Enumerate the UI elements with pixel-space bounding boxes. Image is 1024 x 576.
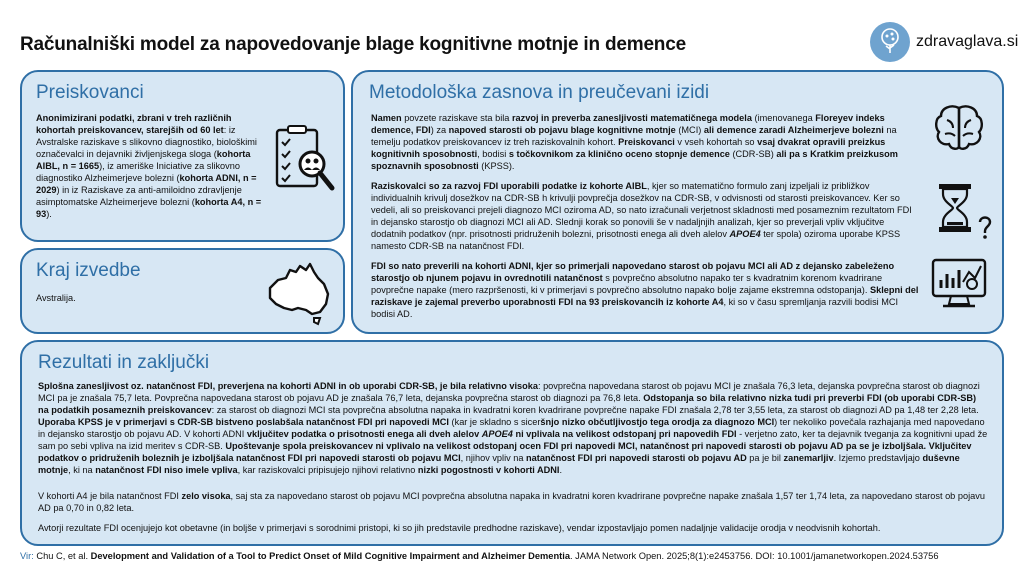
hourglass-icon	[937, 182, 973, 234]
computer-chart-icon	[931, 258, 987, 310]
metodologija-para-2	[371, 180, 919, 252]
text-segment: - verjetno zato, ker ta dejavnik tveganja za kognitivni upad že sam po sebi vpliva na izid meritev s CDR-SB.	[38, 429, 988, 451]
text-segment: ) za	[430, 125, 449, 135]
text-segment: Splošna zanesljivost oz. natančnost FDI, preverjena na kohorti ADNI in ob uporabi CDR-SB, je bila relativno visoka	[38, 381, 538, 391]
text-segment: ni vplivala na velikost odstopanj pri napovedih FDI	[512, 429, 737, 439]
text-segment: (KPSS).	[478, 161, 515, 171]
text-segment: ali pa s Kratkim preizkusom spoznavnih sposobnosti	[371, 149, 898, 171]
preiskovanci-heading: Preiskovanci	[36, 82, 144, 103]
text-segment: Avtorji rezultate FDI ocenjujejo kot obetavne (in boljše v primerjavi s sorodnimi pristopi, ki so jih predstavile predhodne raziskave), vendar izpostavljajo pomen nadaljnje validacije orodja v neodvisnih kohortah.	[38, 523, 881, 533]
metodologija-para-3	[371, 260, 919, 320]
text-segment: pa je bil	[746, 453, 784, 463]
text-segment: zanemarljiv	[783, 453, 834, 463]
panel-metodologija	[351, 70, 1004, 334]
text-segment: , njihov vpliv na	[460, 453, 527, 463]
text-segment: Odstopanja so bila relativno nizka tudi pri preverbi FDI (ob uporabi CDR-SB) na podatkih posameznih preiskovancev	[38, 393, 977, 415]
logo[interactable]	[870, 22, 1018, 62]
rezultati-para-2	[38, 490, 988, 514]
text-segment: V kohorti A4 je bila natančnost FDI	[38, 491, 182, 501]
text-segment: ) in iz Raziskave za anti-amiloidno zdravljenje asimptomatske Alzheimerjeve bolezni (	[36, 185, 242, 207]
text-segment: ali demence zaradi Alzheimerjeve bolezni	[703, 125, 884, 135]
text-segment: Namen	[371, 113, 402, 123]
panel-preiskovanci	[20, 70, 345, 242]
text-segment: povzete raziskave sta bila	[401, 113, 512, 123]
kraj-heading: Kraj izvedbe	[36, 260, 141, 281]
text-segment: ter spola) oziroma uporabe KPSS namesto CDR-SB na natančnost FDI.	[371, 229, 901, 251]
citation	[20, 551, 939, 561]
text-segment: , ki so v času spremljanja razvili bodisi MCI bodisi AD.	[371, 297, 899, 319]
rezultati-para-1	[38, 380, 988, 476]
text-segment: Anonimizirani podatki, zbrani v treh različnih kohortah preiskovancev, starejših od 60 let	[36, 113, 232, 135]
text-segment: s točkovnikom za klinično oceno stopnje demence	[508, 149, 730, 159]
citation-authors: Chu C, et al.	[33, 551, 91, 561]
text-segment: v vseh kohortah so	[674, 137, 758, 147]
text-segment: : za starost ob diagnozi MCI sta povprečna absolutna napaka in kvadratni koren kvadrirane povprečne napake FDI znašala 2,78 ter 3,55 leta, za starost ob diagnozi AD pa 1,48 ter 2,28 leta.	[211, 405, 979, 415]
text-segment: s povprečno absolutno napako ter s kvadratnim korenom kvadrirane povprečne napake (mero razpršenosti, ki v primerjavi s povprečno absolutno napako bolje zajame ekstremna odstopanja).	[371, 273, 883, 295]
panel-kraj-izvedbe	[20, 248, 345, 334]
text-segment: nizki pogostnosti v kohorti ADNI	[417, 465, 560, 475]
text-segment: na temelju podatkov preiskovancev iz treh raziskovalnih kohort.	[371, 125, 897, 147]
text-segment: Raziskovalci so za razvoj FDI uporabili podatke iz kohorte AIBL	[371, 181, 647, 191]
logo-text: zdravaglava.si	[916, 33, 1019, 50]
text-segment: Floreyev indeks demence, FDI	[371, 113, 885, 135]
preiskovanci-text	[36, 112, 266, 220]
text-segment: (CDR-SB)	[729, 149, 777, 159]
australia-map-icon	[264, 260, 336, 326]
text-segment: vsaj dvakrat opravili preizkus kognitivnih sposobnosti	[371, 137, 886, 159]
metodologija-heading: Metodološka zasnova in preučevani izidi	[369, 82, 710, 103]
text-segment: ).	[46, 209, 52, 219]
text-segment: razvoj in preverba zanesljivosti matematičnega modela	[511, 113, 752, 123]
brain-icon	[933, 102, 985, 154]
rezultati-heading: Rezultati in zaključki	[38, 352, 210, 373]
text-segment: Uporaba KPSS je v primerjavi s CDR-SB bistveno poslabšala natančnost FDI pri napovedi MCI	[38, 417, 449, 427]
text-segment: duševne motnje	[38, 453, 960, 475]
text-segment: napoved starosti ob pojavu blage kognitivne motnje	[448, 125, 676, 135]
kraj-text: Avstralija.	[36, 293, 76, 303]
text-segment: . Izjemo predstavljajo	[833, 453, 923, 463]
panel-rezultati	[20, 340, 1004, 546]
text-segment: , saj sta za napovedano starost ob pojavu MCI povprečna absolutna napaka in kvadratni koren kvadrirane povprečne napake znašala 1,57 ter 1,74 leta, za napovedano starost ob pojavu AD pa 0,70 in 0,82 leta.	[38, 491, 985, 513]
text-segment: šnjo nizko občutljivostjo tega orodja za diagnozo MCI	[540, 417, 775, 427]
text-segment: FDI so nato preverili na kohorti ADNI, kjer so primerjali napovedano starost ob pojavu MCI ali AD z dejansko zabeleženo starostjo ob njunem pojavu in ovrednotili natančnost	[371, 261, 895, 283]
text-segment: zelo visoka	[181, 491, 231, 501]
text-segment: vključitev podatka o prisotnosti enega ali dveh alelov	[246, 429, 482, 439]
text-segment: , bodisi	[477, 149, 509, 159]
text-segment: kohorta A4, n = 93	[36, 197, 262, 219]
text-segment: ) ter nekoliko povečala razhajanja med napovedano in dejansko starostjo ob pojavu AD. V kohorti ADNI	[38, 417, 985, 439]
text-segment: natančnost FDI pri napovedi starosti ob pojavu AD	[526, 453, 747, 463]
text-segment: : povprečna napovedana starost ob pojavu MCI je znašala 76,3 leta, dejanska povprečna starost ob diagnozi MCI pa je znašala 75,7 leta. Povprečna napovedana starost ob pojavu AD je znašala 76,7 leta, dejanska povprečna starost ob diagnozi pa 76,8 leta.	[38, 381, 980, 403]
text-segment: APOE4	[481, 429, 513, 439]
metodologija-para-1	[371, 112, 919, 172]
text-segment: ), iz ameriške Iniciative za slikovno diagnostiko Alzheimerjeve bolezni (	[36, 161, 240, 183]
text-segment: (imenovanega	[751, 113, 816, 123]
citation-title: Development and Validation of a Tool to Predict Onset of Mild Cognitive Impairment and Alzheimer Dementia	[90, 551, 570, 561]
text-segment: Sklepni del raziskave je zajemal preverbo uporabnosti FDI na 93 preiskovancih iz kohorte A4	[371, 285, 919, 307]
text-segment: kohorta ADNI, n = 2029	[36, 173, 257, 195]
text-segment: Preiskovanci	[618, 137, 675, 147]
citation-rest: . JAMA Network Open. 2025;8(1):e2453756. DOI: 10.1001/jamanetworkopen.2024.53756	[570, 551, 939, 561]
citation-prefix: Vir:	[20, 551, 34, 561]
text-segment: : iz Avstralske raziskave s slikovno diagnostiko, biološkimi označevalci in dejavniki življenjskega sloga (	[36, 125, 257, 159]
text-segment: APOE4	[729, 229, 761, 239]
text-segment: Upoštevanje spola preiskovancev ni vplivalo na velikost odstopanj ocen FDI pri napovedi MCI, natančnost pri napovedi starosti ob pojavu AD pa se je izboljšala. Vključitev podatkov o pridruženih boleznih je izboljšala natančnost FDI pri napovedi starosti ob pojavu MCI	[38, 441, 972, 463]
text-segment: (kar je skladno s sicer	[448, 417, 541, 427]
text-segment: natančnost FDI niso imele vpliva	[95, 465, 238, 475]
tree-head-logo-icon	[870, 22, 910, 62]
text-segment: .	[559, 465, 563, 475]
page-title: Računalniški model za napovedovanje blage kognitivne motnje in demence	[20, 34, 686, 55]
text-segment: , ki na	[68, 465, 96, 475]
text-segment: , kjer so matematično formulo zanj izpeljali iz približkov individualnih krivulj dosežkov na CDR-SB h krivulji povprečja dosežkov na CDR-SB, v odvisnosti od starosti preiskovancev. Ker so vedeli, ali so preiskovanci prejeli diagnozo MCI oziroma AD, so nato izračunali verjetnost skladnosti med posameznim rezultatom FDI in dejansko starostjo ob diagnozi MCI ali AD. Slednji korak so ponovili še v nadaljnjih analizah, kjer so preverjali vpliv vključitve dodatnih podatkov (npr. prisotnosti pridruženih bolezni, prisotnosti enega ali dveh alelov	[371, 181, 912, 239]
question-mark-icon	[977, 214, 993, 240]
text-segment: , kar raziskovalci pripisujejo njihovi relativno	[237, 465, 418, 475]
text-segment: kohorta AIBL, n = 1665	[36, 149, 251, 171]
rezultati-para-3	[38, 522, 988, 534]
text-segment: (MCI)	[675, 125, 704, 135]
checklist-magnifier-icon	[274, 124, 336, 196]
